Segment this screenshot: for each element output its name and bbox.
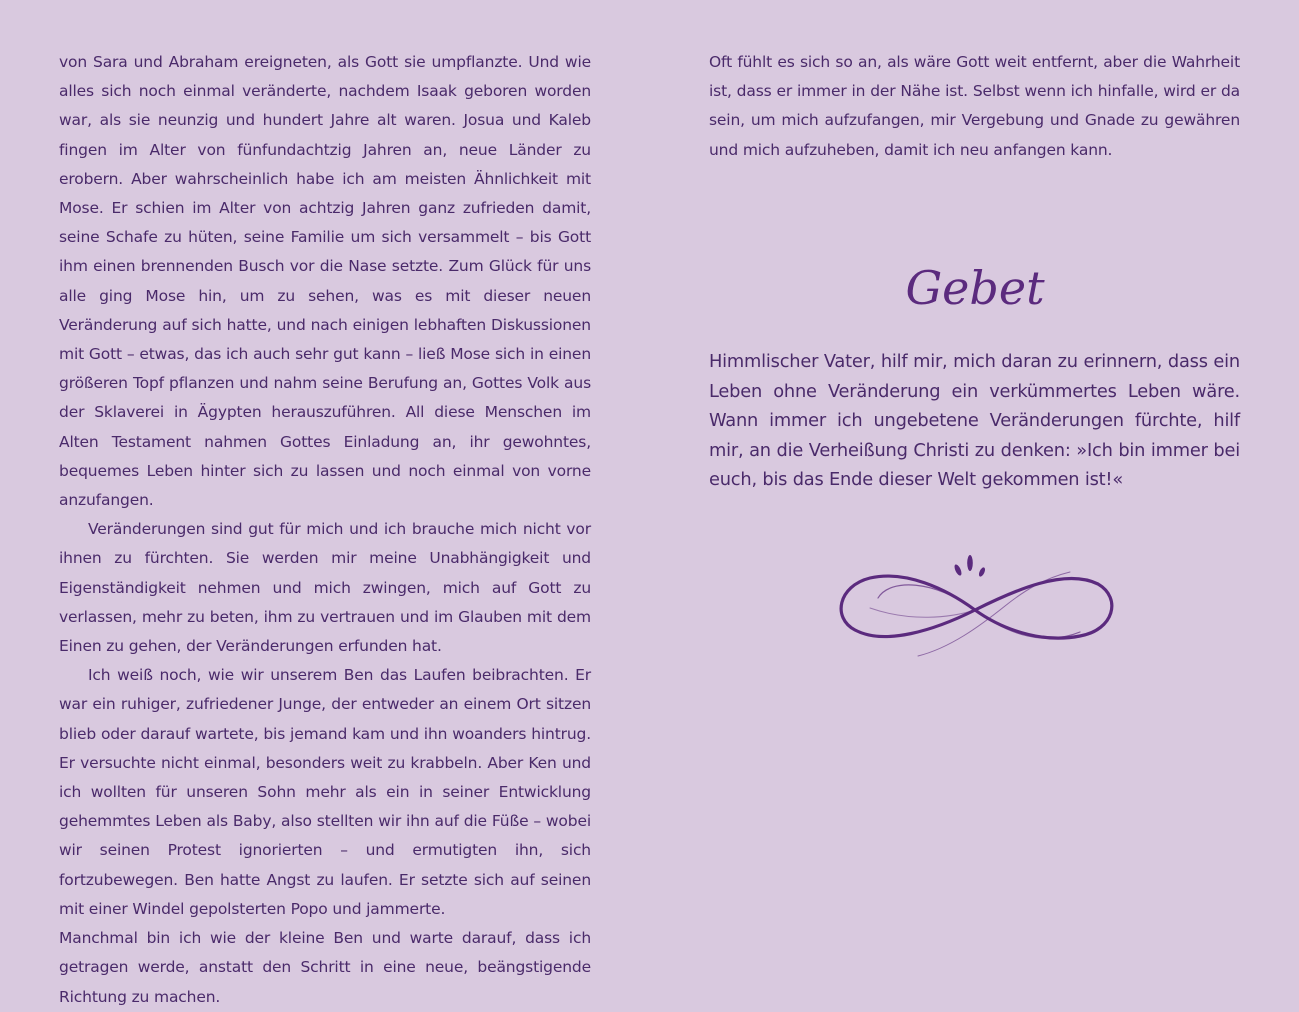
left-paragraph-1: von Sara und Abraham ereigneten, als Gott sie umpflanzte. Und wie alles sich noch einmal veränderte, nachdem Isaak geboren worden war, als sie neunzig und hundert Jahre alt waren. Josua und Kaleb fingen im Alter von fünfundachtzig Jahren an, neue Länder zu erobern. Aber wahrscheinlich habe ich am meisten Ähnlichkeit mit Mose. Er schien im Alter von achtzig Jahren ganz zufrieden damit, seine Schafe zu hüten, seine Familie um sich versammelt – bis Gott ihm einen brennenden Busch vor die Nase setzte. Zum Glück für uns alle ging Mose hin, um zu sehen, was es mit dieser neuen Veränderung auf sich hatte, und nach einigen lebhaften Diskussionen mit Gott – etwas, das ich auch sehr gut kann – ließ Mose sich in einen größeren Topf pflanzen und nahm seine Berufung an, Gottes Volk aus der Sklaverei in Ägypten herauszuführen. All diese Menschen im Alten Testament nahmen Gottes Einladung an, ihr gewohntes, bequemes Leben hinter sich zu lassen und noch einmal von vorne anzufangen. xyxy=(59,53,591,510)
left-paragraph-2: Veränderungen sind gut für mich und ich brauche mich nicht vor ihnen zu fürchten. Sie werden mir meine Unabhängigkeit und Eigenständigkeit nehmen und mich zwingen, mich auf Gott zu verlassen, mehr zu beten, ihm zu vertrauen und im Glauben mit dem Einen zu gehen, der Veränderungen erfunden hat. xyxy=(59,520,591,656)
prayer-block xyxy=(709,347,1240,495)
prayer-text: Himmlischer Vater, hilf mir, mich daran zu erinnern, dass ein Leben ohne Veränderung ein verkümmertes Leben wäre. Wann immer ich ungebetene Veränderungen fürchte, hilf mir, an die Verheißung Christi zu denken: »Ich bin immer bei euch, bis das Ende dieser Welt gekommen ist!« xyxy=(709,351,1240,490)
right-paragraph: Oft fühlt es sich so an, als wäre Gott weit entfernt, aber die Wahrheit ist, dass er immer in der Nähe ist. Selbst wenn ich hinfalle, wird er da sein, um mich aufzufangen, mir Vergebung und Gnade zu gewähren und mich aufzuheben, damit ich neu anfangen kann. xyxy=(709,53,1240,159)
prayer-heading xyxy=(709,236,1240,336)
left-paragraph-3: Ich weiß noch, wie wir unserem Ben das Laufen beibrachten. Er war ein ruhiger, zufriedener Junge, der entweder an einem Ort sitzen blieb oder darauf wartete, bis jemand kam und ihn woanders hintrug. Er versuchte nicht einmal, besonders weit zu krabbeln. Aber Ken und ich wollten für unseren Sohn mehr als ein in seiner Entwicklung gehemmtes Leben als Baby, also stellten wir ihn auf die Füße – wobei wir seinen Protest ignorierten – und ermutigten ihn, sich fortzubewegen. Ben hatte Angst zu laufen. Er setzte sich auf seinen mit einer Windel gepolsterten Popo und jammerte. xyxy=(59,666,591,918)
prayer-heading-text: Gebet xyxy=(904,261,1045,315)
prayer-heading-script xyxy=(905,236,1045,336)
left-paragraph-4: Manchmal bin ich wie der kleine Ben und warte darauf, dass ich getragen werde, anstatt den Schritt in eine neue, beängstigende Richtung zu machen. xyxy=(59,929,591,1006)
infinity-flourish-ornament xyxy=(830,548,1120,663)
right-page xyxy=(709,48,1240,165)
left-page xyxy=(59,48,591,1012)
